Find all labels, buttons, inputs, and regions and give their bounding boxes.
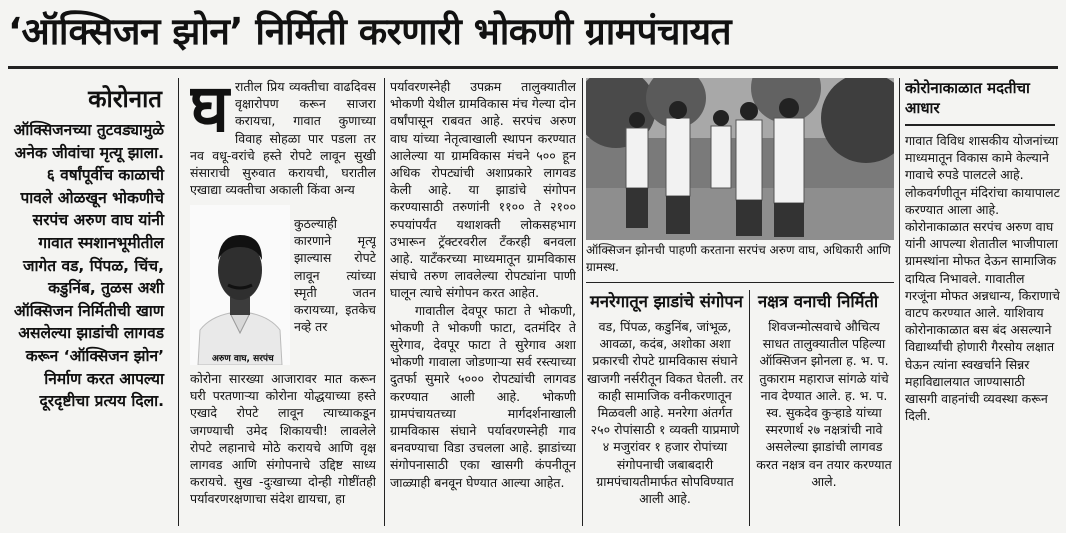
- article-column-1-wrap: [294, 215, 376, 365]
- subhead-rule: [586, 282, 894, 283]
- nakshatra-text-column: [754, 318, 894, 530]
- article-column-1-rest: [190, 370, 376, 530]
- column-divider-2: [582, 78, 583, 526]
- sarpanch-photo-caption: अरुण वाघ, सरपंच: [212, 354, 274, 364]
- column-divider-3: [749, 290, 750, 526]
- headline: ‘ऑक्सिजन झोन’ निर्मिती करणारी भोकणी ग्रामपंचायत: [8, 10, 732, 53]
- sidebar-divider: [178, 78, 179, 526]
- dropcap: घ: [190, 78, 230, 147]
- oxygen-zone-photo-caption: ऑक्सिजन झोनची पाहणी करताना सरपंच अरुण वाघ, अधिकारी आणि ग्रामस्थ.: [586, 243, 891, 274]
- covid-help-title: कोरोनाकाळात मदतीचा आधार: [905, 79, 1030, 117]
- mgnrega-heading: मनरेगातून झाडांचे संगोपन: [590, 292, 743, 311]
- group-photo-image: [586, 78, 894, 240]
- sidebar-box: [12, 78, 172, 528]
- portrait-image: [190, 205, 290, 365]
- column-1-wrap-text: कुठल्याही कारणाने मृत्यू झाल्यास रोपटे लावून त्यांच्या स्मृती जतन करायच्या, इतकेच नव्हे तर: [294, 216, 376, 335]
- sidebar-text: ऑक्सिजनच्या तुटवड्यामुळे अनेक जीवांचा मृत्यू झाला. ६ वर्षांपूर्वीच काळाची पावले ओळखून भोकणीचे सरपंच अरुण वाघ यांनी गावात स्मशानभूमीतील जागेत वड, पिंपळ, चिंच, कडुनिंब, तुळस अशी ऑक्सिजन निर्मितीची खाण असलेल्या झाडांची लागवड करून ‘ऑक्सिजन झोन’ निर्माण करत आपल्या दूरदृष्टीचा प्रत्यय दिला.: [13, 121, 164, 411]
- covid-help-text: गावात विविध शासकीय योजनांच्या माध्यमातून विकास कामे केल्याने गावाचे रुपडे पालटले आहे. लोकवर्गणीतून मंदिरांचा कायापालट करण्यात आला आहे. कोरोनाकाळात सरपंच अरुण वाघ यांनी आपल्या शेतातील भाजीपाला ग्रामस्थांना मोफत देऊन सामाजिक दायित्व निभावले. गावातील गरजूंना मोफत अन्नधान्य, किराणाचे वाटप करण्यात आले. याशिवाय कोरोनाकाळात बस बंद असल्याने विद्यार्थ्यांची होणारी गैरसोय लक्षात घेऊन त्यांना स्वखर्चाने सिन्नर महाविद्यालयात जाण्यासाठी खासगी वाहनांची व्यवस्था करून दिली.: [905, 133, 1060, 424]
- column-1-rest-text: कोरोना सारख्या आजारावर मात करून घरी परतणाऱ्या कोरोना योद्धयाच्या हस्ते एखादे रोपटे लावून त्याच्याकडून जगण्याची उमेद शिकायची! लावलेले रोपटे लहानाचे मोठे करायचे आणि वृक्ष लागवड आणि संगोपनाचे उद्दिष्ट साध्य करायचे. सुख -दुःखाच्या दोन्ही गोष्टींतही पर्यावरणरक्षणाचा संदेश द्यायचा, हा: [190, 371, 376, 507]
- column-1-lead: रातील प्रिय व्यक्तीचा वाढदिवस वृक्षारोपण करून साजरा करायचा, गावात कुणाच्या विवाह सोहळा पार पडला तर नव वधू-वरांचे हस्ते रोपटे लावून सुखी संसाराची सुरुवात करायची, घरातील एखाद्या व्यक्तीचा अकाली किंवा अन्य: [190, 79, 376, 198]
- sarpanch-photo: [190, 205, 290, 365]
- article-column-2: [390, 78, 576, 530]
- oxygen-zone-photo: [586, 78, 894, 240]
- column-divider-4: [899, 78, 900, 526]
- covid-help-box: [905, 78, 1060, 528]
- headline-rule: [8, 66, 1058, 69]
- sidebar-title: कोरोनात: [88, 85, 162, 113]
- covid-help-rule: [905, 124, 1055, 126]
- nakshatra-text: शिवजन्मोत्सवाचे औचित्य साधत तालुक्यातील पहिल्या ऑक्सिजन झोनला ह. भ. प. तुकाराम महाराज सांगळे यांचे नाव देण्यात आले. ह. भ. प. स्व. सुकदेव कुऱ्हाडे यांच्या स्मरणार्थ २७ नक्षत्रांची नावे असलेल्या झाडांची लागवड करत नक्षत्र वन तयार करण्यात आले.: [756, 319, 892, 489]
- column-2-para-1: पर्यावरणस्नेही उपक्रम तालुक्यातील भोकणी येथील ग्रामविकास मंच गेल्या दोन वर्षांपासून राबवत आहे. सरपंच अरुण वाघ यांच्या नेतृत्वाखाली स्थापन करण्यात आलेल्या या ग्रामविकास मंचने ५०० हून अधिक रोपट्यांची अशाप्रकारे लागवड केली आहे. या झाडांचे संगोपन करण्यासाठी तरुणांनी ११०० ते २१०० रुपयांपर्यंत यथाशक्ती लोकसहभाग उभारून ट्रॅक्टरवरील टँकरही बनवला आहे. याटँकरच्या माध्यमातून ग्रामविकास संघाचे तरुण लावलेल्या रोपट्यांना पाणी घालून त्याचे संगोपन करत आहेत.: [390, 79, 576, 301]
- nakshatra-heading: नक्षत्र वनाची निर्मिती: [758, 292, 879, 311]
- column-2-para-2: गावातील देवपूर फाटा ते भोकणी, भोकणी ते भोकणी फाटा, दतमंदिर ते सुरेगाव, देवपूर फाटा ते सुरेगाव अशा भोकणी गावाला जोडणाऱ्या सर्व रस्त्याच्या दुतर्फा सुमारे ५००० रोपट्यांची लागवड करण्यात आली आहे. भोकणी ग्रामपंचायतच्या मार्गदर्शनाखाली ग्रामविकास संघाने पर्यावरणस्नेही गाव बनवण्याचा विडा उचलला आहे. झाडांच्या संगोपनासाठी एका खासगी कंपनीतून जाळ्याही बनवून घेण्यात आल्या आहेत.: [390, 302, 576, 490]
- column-divider-1: [384, 78, 385, 526]
- mgnrega-text: वड, पिंपळ, कडुनिंब, जांभूळ, आवळा, कदंब, अशोका अशा प्रकारची रोपटे ग्रामविकास संघाने खाजगी नर्सरीतून विकत घेतली. तर काही सामाजिक वनीकरणातून मिळवली आहे. मनरेगा अंतर्गत २५० रोपांसाठी १ व्यक्ती याप्रमाणे ४ मजुरांवर १ हजार रोपांच्या संगोपनाची जबाबदारी ग्रामपंचायतीमार्फत सोपविण्यात आली आहे.: [586, 319, 744, 507]
- mgnrega-text-column: [586, 318, 744, 530]
